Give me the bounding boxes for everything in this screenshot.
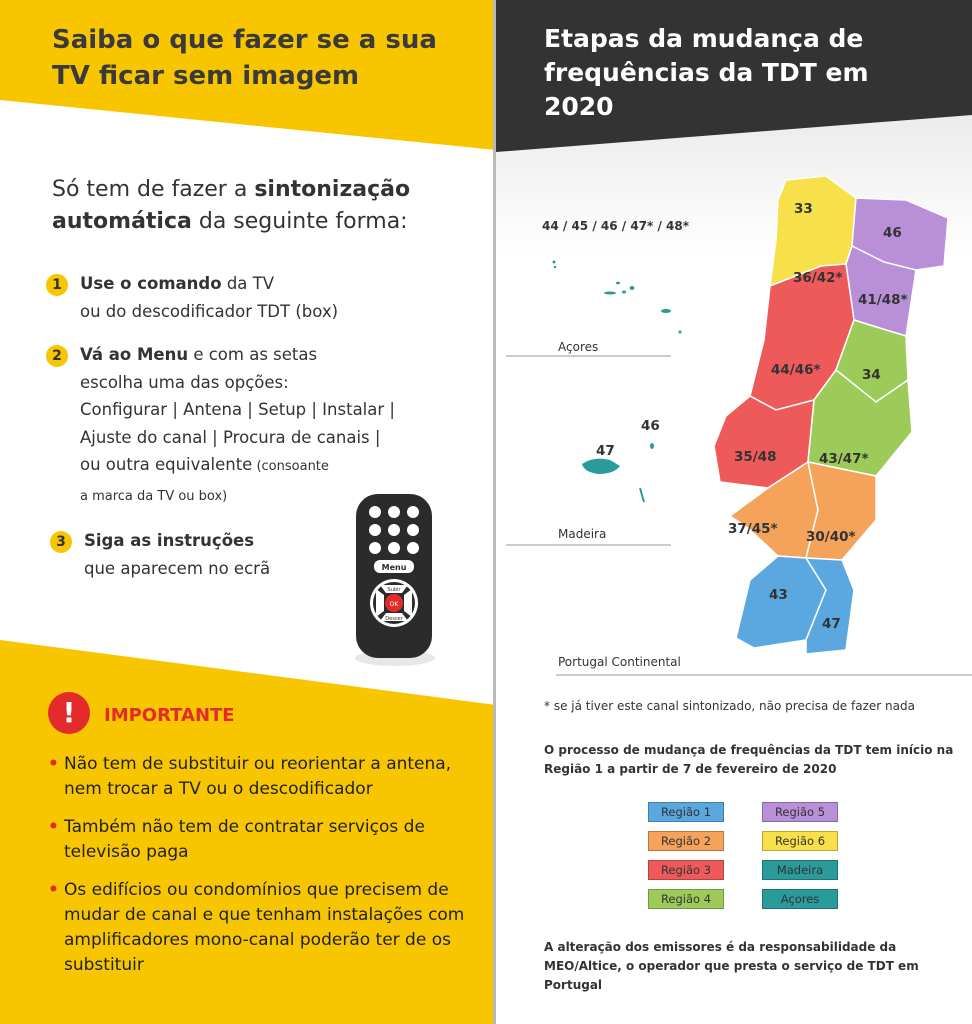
step-2: Vá ao Menu e com as setas escolha uma das opções: Configurar | Antena | Setup | Instalar | Ajuste do canal | Procura de canais | ou outra equivalente (consoante a marca da TV ou box) (80, 345, 395, 504)
right-panel (496, 0, 972, 1024)
region-label-47: 47 (822, 616, 841, 632)
region-label-41-48: 41/48* (858, 292, 908, 308)
azores-frequencies: 44 / 45 / 46 / 47* / 48* (542, 219, 689, 233)
important-title: IMPORTANTE (104, 705, 235, 726)
madeira-46-label: 46 (641, 418, 660, 434)
region-label-34: 34 (862, 367, 881, 383)
region-label-30-40: 30/40* (806, 529, 856, 545)
madeira-label: Madeira (558, 527, 607, 541)
step-3-number: 3 (50, 531, 72, 553)
legend-region-5: Região 5 (762, 802, 838, 822)
remote-ok-label: OK (389, 601, 399, 608)
important-list (48, 752, 468, 991)
legend-region-2: Região 2 (648, 831, 724, 851)
remote-control-icon (350, 490, 440, 670)
remote-up-label: Subir (387, 587, 401, 593)
footnote: * se já tiver este canal sintonizado, não precisa de fazer nada (544, 699, 915, 713)
portugal-mainland-map (706, 170, 966, 660)
region-label-46: 46 (883, 225, 902, 241)
warning-icon: ! (48, 692, 90, 734)
step-1: Use o comando da TV ou do descodificador TDT (box) (80, 274, 339, 321)
right-title: Etapas da mudança de frequências da TDT em 2020 (544, 24, 869, 121)
left-title: Saiba o que fazer se a sua TV ficar sem imagem (52, 25, 437, 91)
list-item: • Os edifícios ou condomínios que precisem de mudar de canal e que tenham instalações com amplificadores mono-canal poderão ter de os substituir (48, 878, 468, 978)
legend-region-1: Região 1 (648, 802, 724, 822)
region-label-37-45: 37/45* (728, 521, 778, 537)
step-3: Siga as instruções que aparecem no ecrã (84, 531, 271, 578)
remote-menu-label: Menu (381, 563, 407, 572)
region-label-44-46: 44/46* (771, 362, 821, 378)
madeira-islands-map (576, 440, 666, 510)
azores-islands-map (546, 255, 696, 335)
legend-region-4: Região 4 (648, 889, 724, 909)
region-label-35-48: 35/48 (734, 449, 777, 465)
list-item: • Também não tem de contratar serviços de televisão paga (48, 815, 468, 865)
process-text: O processo de mudança de frequências da TDT tem início na Região 1 a partir de 7 de fevereiro de 2020 (544, 743, 954, 776)
legend-azores: Açores (762, 889, 838, 909)
intro-text: Só tem de fazer a sintonização automática da seguinte forma: (52, 177, 411, 234)
legend-region-3: Região 3 (648, 860, 724, 880)
step-2-number: 2 (46, 345, 68, 367)
madeira-47-label: 47 (596, 443, 615, 459)
legend-region-6: Região 6 (762, 831, 838, 851)
legend-madeira: Madeira (762, 860, 838, 880)
azores-label: Açores (558, 340, 599, 354)
list-item: • Não tem de substituir ou reorientar a antena, nem trocar a TV ou o descodificador (48, 752, 468, 802)
remote-down-label: Descer (385, 616, 403, 622)
region-label-36-42: 36/42* (793, 270, 843, 286)
region-label-43: 43 (769, 587, 788, 603)
step-1-number: 1 (46, 274, 68, 296)
footer-text: A alteração dos emissores é da responsabilidade da MEO/Altice, o operador que presta o serviço de TDT em Portugal (544, 940, 919, 992)
region-label-33: 33 (794, 201, 813, 217)
mainland-label: Portugal Continental (558, 655, 681, 669)
region-label-43-47: 43/47* (819, 451, 869, 467)
